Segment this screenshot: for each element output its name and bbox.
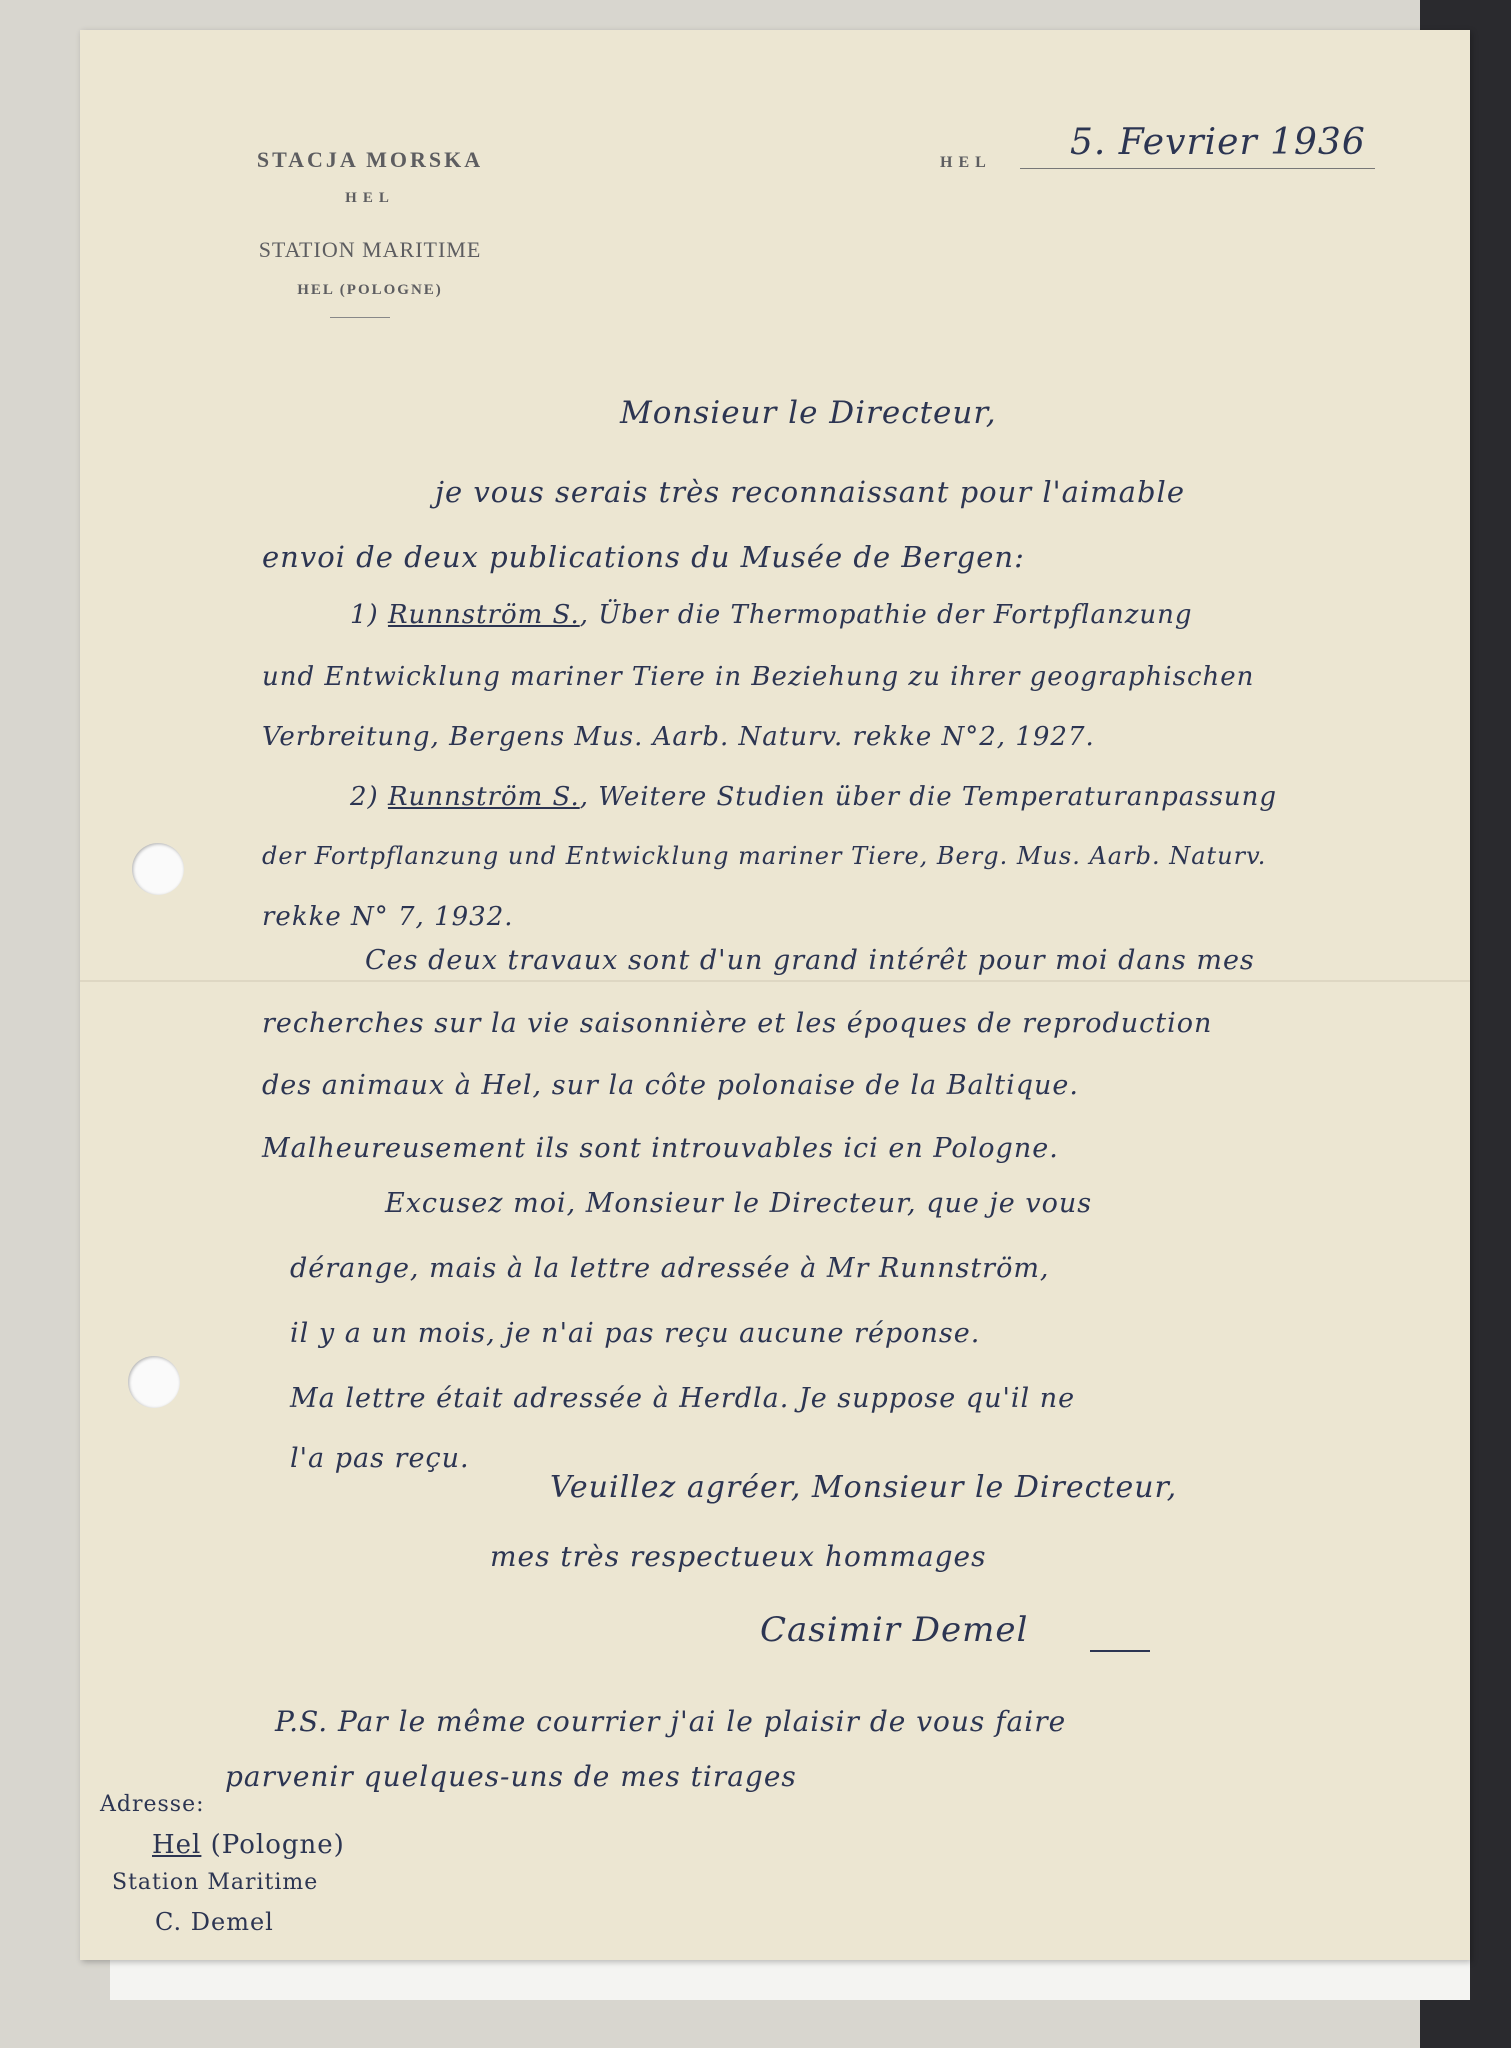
ps-line-1: P.S. Par le même courrier j'ai le plaisir de vous faire xyxy=(275,1705,1067,1738)
closing-line-2: mes très respectueux hommages xyxy=(490,1540,987,1573)
letterhead-line-2: HEL xyxy=(345,190,395,206)
address-line-3: C. Demel xyxy=(155,1908,274,1936)
p2-line-4: Malheureusement ils sont introuvables ici en Pologne. xyxy=(262,1133,1059,1164)
date-rule xyxy=(1020,168,1375,169)
p3-line-1: Excusez moi, Monsieur le Directeur, que je vous xyxy=(385,1188,1093,1219)
ref2-line-1 xyxy=(350,782,1277,812)
salutation: Monsieur le Directeur, xyxy=(620,395,997,431)
p3-line-2: dérange, mais à la lettre adressée à Mr Runnström, xyxy=(290,1253,1050,1284)
closing-line-1: Veuillez agréer, Monsieur le Directeur, xyxy=(550,1470,1178,1505)
p2-line-2: recherches sur la vie saisonnière et les époques de reproduction xyxy=(262,1008,1213,1039)
p3-line-5: l'a pas reçu. xyxy=(290,1443,470,1474)
ref2-line-2: der Fortpflanzung und Entwicklung mariner Tiere, Berg. Mus. Aarb. Naturv. xyxy=(262,842,1267,870)
letterhead-rule xyxy=(330,317,390,318)
signature: Casimir Demel xyxy=(760,1610,1029,1650)
ref1-line-2: und Entwicklung mariner Tiere in Beziehung zu ihrer geographischen xyxy=(262,662,1255,692)
paper-fold xyxy=(80,980,1470,982)
punch-hole-top xyxy=(132,843,184,895)
ref2-line-3: rekke N° 7, 1932. xyxy=(262,902,514,932)
ref2-author: Runnström S. xyxy=(387,782,580,812)
letterhead-line-1: STACJA MORSKA xyxy=(256,147,484,172)
address-country: (Pologne) xyxy=(210,1830,345,1860)
ref1-line-1 xyxy=(350,600,1193,630)
punch-hole-bottom xyxy=(128,1356,180,1408)
p1-line-1: je vous serais très reconnaissant pour l'aimable xyxy=(435,475,1185,509)
ref2-number: 2) xyxy=(350,782,379,812)
signature-flourish xyxy=(1090,1650,1150,1652)
ref2-title-start: , Weitere Studien über die Temperaturanpassung xyxy=(579,782,1278,812)
address-label: Adresse: xyxy=(100,1792,205,1817)
ref1-number: 1) xyxy=(350,600,379,630)
letter-date: 5. Fevrier 1936 xyxy=(1070,122,1366,163)
p2-line-3: des animaux à Hel, sur la côte polonaise de la Baltique. xyxy=(262,1070,1079,1101)
p1-line-2: envoi de deux publications du Musée de Bergen: xyxy=(262,540,1025,574)
ref1-author: Runnström S. xyxy=(387,600,580,630)
address-line-2: Station Maritime xyxy=(112,1870,319,1895)
p3-line-4: Ma lettre était adressée à Herdla. Je suppose qu'il ne xyxy=(290,1383,1076,1414)
address-line-1 xyxy=(152,1830,345,1860)
ref1-title-start: , Über die Thermopathie der Fortpflanzung xyxy=(579,600,1193,630)
address-city: Hel xyxy=(152,1830,202,1860)
ps-line-2: parvenir quelques-uns de mes tirages xyxy=(225,1760,797,1793)
letterhead-line-4: HEL (POLOGNE) xyxy=(297,282,443,298)
letter-paper xyxy=(80,30,1470,1960)
ref1-line-3: Verbreitung, Bergens Mus. Aarb. Naturv. rekke N°2, 1927. xyxy=(262,722,1095,752)
letterhead-line-3: STATION MARITIME xyxy=(258,237,482,262)
p3-line-3: il y a un mois, je n'ai pas reçu aucune réponse. xyxy=(290,1318,981,1349)
p2-line-1: Ces deux travaux sont d'un grand intérêt pour moi dans mes xyxy=(365,945,1255,976)
place-label: HEL xyxy=(940,154,992,171)
